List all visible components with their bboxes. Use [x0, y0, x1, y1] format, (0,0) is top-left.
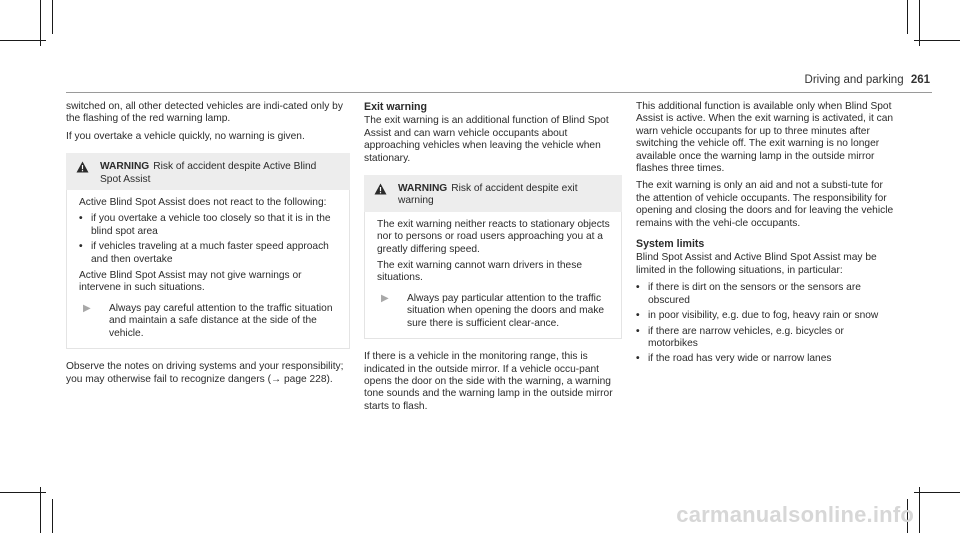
warning-triangle-icon: [76, 161, 90, 186]
list-item: [636, 310, 896, 322]
crop-mark: [40, 487, 41, 533]
warning-label: WARNING: [100, 161, 150, 173]
paragraph: The exit warning is only an aid and not a substi-tute for the attention of vehicle occupants. The responsibility for opening and closing the doors and for leaving the vehicle remains with the vehi-cle occupants.: [636, 180, 894, 229]
watermark: carmanualsonline.info: [676, 502, 914, 527]
crop-mark: [914, 40, 960, 41]
arrow-right-icon: ▶: [83, 302, 91, 314]
tip-text: Always pay particular attention to the traffic situation when opening the doors and make sure there is sufficient clear-ance.: [407, 292, 605, 329]
list-item-text: if there are narrow vehicles, e.g. bicycles or motorbikes: [648, 325, 844, 349]
warning-bullet-list: [79, 213, 339, 266]
list-item: [79, 213, 339, 238]
paragraph: This additional function is available only when Blind Spot Assist is active. When the exit warning is activated, it can warn vehicle occupants for up to three minutes after switching the vehicle off. The exit warning is no longer available once the warning lamp in the outside mirror flashes three times.: [636, 101, 894, 175]
warning-text: The exit warning neither reacts to stationary objects nor to persons or road users approaching you at a greatly differing speed.: [377, 218, 610, 255]
bullet-icon: •: [79, 213, 83, 225]
crop-mark: [914, 492, 960, 493]
warning-title: [398, 183, 612, 208]
crop-mark: [52, 0, 53, 34]
warning-label: WARNING: [398, 183, 448, 195]
warning-text: Active Blind Spot Assist does not react to the following:: [79, 197, 327, 209]
list-item-text: in poor visibility, e.g. due to fog, heavy rain or snow: [648, 310, 879, 322]
warning-body: [66, 190, 350, 349]
list-item: [636, 326, 896, 351]
tip-text: Always pay careful attention to the traffic situation and maintain a safe distance at the side of the vehicle.: [109, 302, 333, 339]
crop-mark: [919, 487, 920, 533]
crop-mark: [52, 499, 53, 533]
warning-header: [364, 175, 622, 212]
warning-box: [66, 153, 350, 349]
list-item-text: if the road has very wide or narrow lanes: [648, 353, 832, 365]
list-item: [636, 282, 896, 307]
arrow-right-icon: ▶: [381, 292, 389, 304]
warning-text: Active Blind Spot Assist may not give warnings or intervene in such situations.: [79, 270, 302, 294]
bullet-icon: •: [636, 353, 640, 365]
column-left: [66, 101, 350, 391]
header-divider: [66, 92, 932, 93]
warning-body: [364, 212, 622, 339]
list-item-text: if you overtake a vehicle too closely so that it is in the blind spot area: [91, 213, 331, 237]
list-item-text: if there is dirt on the sensors or the sensors are obscured: [648, 282, 861, 306]
warning-triangle-icon: [374, 183, 388, 208]
section-title: Driving and parking: [804, 74, 904, 86]
list-item: [79, 241, 339, 266]
warning-title-text: Risk of accident despite Active Blind Spot Assist: [100, 161, 317, 185]
column-middle: [364, 101, 622, 418]
section-heading: System limits: [636, 238, 705, 251]
tip: [377, 293, 611, 330]
list-item-text: if vehicles traveling at a much faster speed approach and then overtake: [91, 241, 329, 265]
warning-box: [364, 175, 622, 339]
paragraph: If there is a vehicle in the monitoring range, this is indicated in the outside mirror. If a vehicle occu-pant opens the door on the side with the warning, a warning tone sounds and the warning lamp in the outside mirror starts to flash.: [364, 351, 613, 412]
warning-title-text: Risk of accident despite exit warning: [398, 183, 578, 207]
paragraph: Observe the notes on driving systems and your responsibility; you may otherwise fail to recognize dangers (→ page 228).: [66, 361, 344, 385]
paragraph: Blind Spot Assist and Active Blind Spot Assist may be limited in the following situations, in particular:: [636, 252, 877, 276]
bullet-icon: •: [79, 241, 83, 253]
bullet-icon: •: [636, 325, 640, 337]
list-item: [636, 353, 896, 365]
bullet-icon: •: [636, 282, 640, 294]
crop-mark: [907, 0, 908, 34]
limits-bullet-list: [636, 282, 896, 365]
page-header: [805, 74, 930, 86]
crop-mark: [0, 40, 46, 41]
bullet-icon: •: [636, 310, 640, 322]
crop-mark: [0, 492, 46, 493]
section-heading: Exit warning: [364, 101, 427, 113]
page-number: 261: [910, 74, 930, 86]
warning-text: The exit warning cannot warn drivers in these situations.: [377, 260, 582, 284]
warning-header: [66, 153, 350, 190]
warning-title: [100, 161, 340, 186]
column-right: [636, 101, 896, 370]
tip: [79, 303, 339, 340]
paragraph: If you overtake a vehicle quickly, no warning is given.: [66, 130, 305, 142]
paragraph: The exit warning is an additional function of Blind Spot Assist and can warn vehicle occupants about approaching vehicles when leaving the vehicle when stationary.: [364, 115, 609, 164]
paragraph: switched on, all other detected vehicles are indi-cated only by the flashing of the red warning lamp.: [66, 101, 343, 125]
